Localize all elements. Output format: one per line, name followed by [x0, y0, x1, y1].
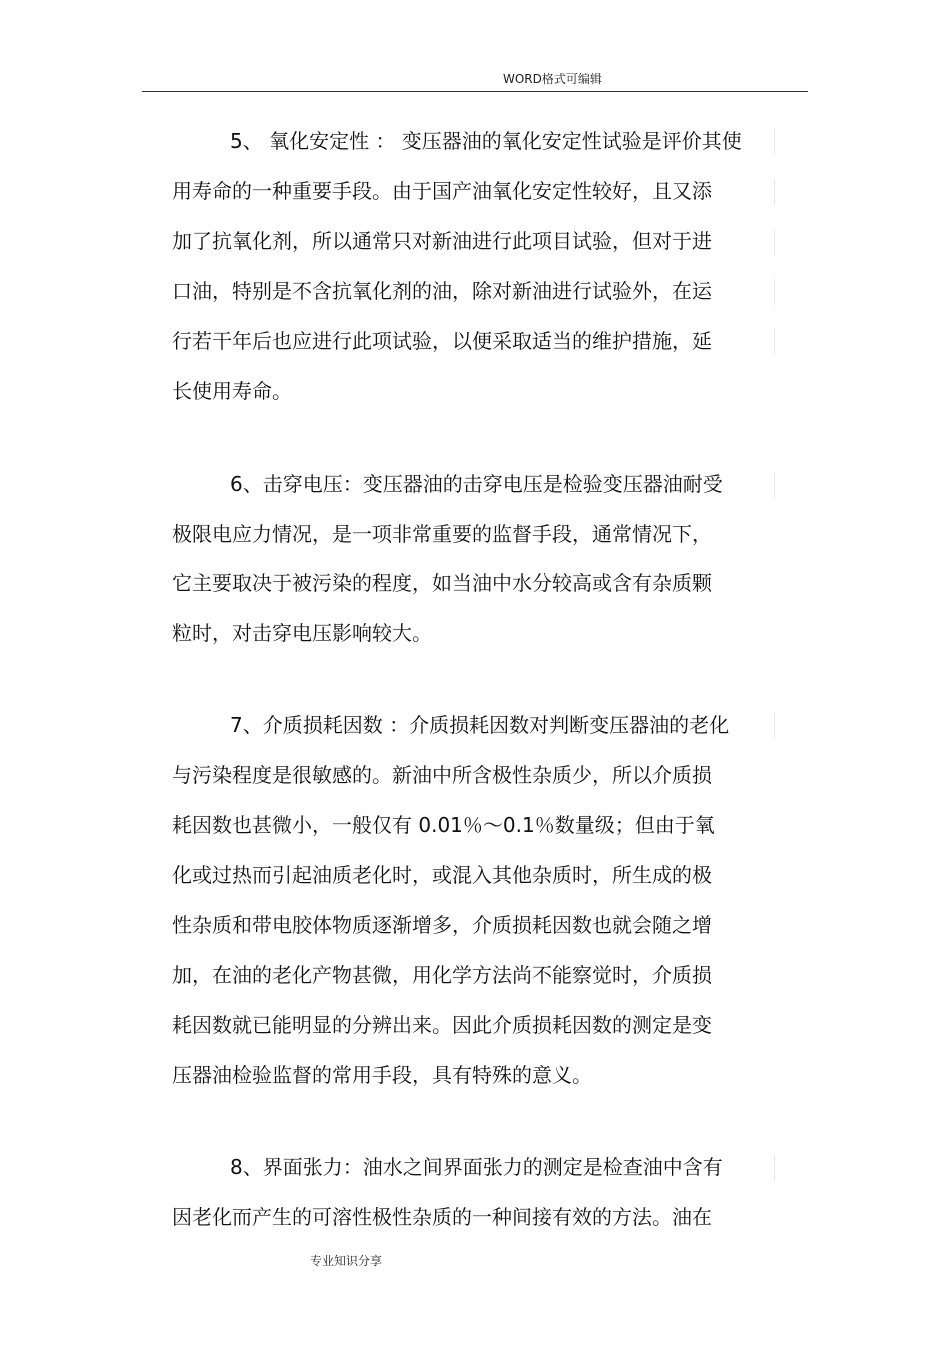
scan-mark: [774, 713, 775, 739]
text-line: 口油，特别是不含抗氧化剂的油，除对新油进行试验外，在运: [172, 279, 712, 303]
scan-mark: [774, 179, 775, 205]
text-line: 耗因数也甚微小，一般仅有 0.01％～0.1％数量级；但由于氧: [172, 813, 715, 837]
scan-mark: [774, 329, 775, 355]
text-line: 5、 氧化安定性 ： 变压器油的氧化安定性试验是评价其使: [230, 129, 742, 153]
scan-mark: [774, 229, 775, 255]
text-line: 行若干年后也应进行此项试验，以便采取适当的维护措施，延: [172, 329, 712, 353]
text-line: 8、界面张力：油水之间界面张力的测定是检查油中含有: [230, 1155, 723, 1179]
text-line: 6、击穿电压：变压器油的击穿电压是检验变压器油耐受: [230, 472, 723, 496]
text-line: 极限电应力情况，是一项非常重要的监督手段，通常情况下，: [172, 522, 712, 546]
header-title: WORD格式可编辑: [503, 72, 602, 86]
scan-mark: [774, 279, 775, 305]
text-line: 加了抗氧化剂，所以通常只对新油进行此项目试验，但对于进: [172, 229, 712, 253]
text-line: 与污染程度是很敏感的。新油中所含极性杂质少，所以介质损: [172, 763, 712, 787]
text-line: 化或过热而引起油质老化时，或混入其他杂质时，所生成的极: [172, 863, 712, 887]
text-line: 用寿命的一种重要手段。由于国产油氧化安定性较好，且又添: [172, 179, 712, 203]
text-line: 因老化而产生的可溶性极性杂质的一种间接有效的方法。油在: [172, 1205, 712, 1229]
header-divider: [142, 91, 808, 92]
text-line: 性杂质和带电胶体物质逐渐增多，介质损耗因数也就会随之增: [172, 913, 712, 937]
text-line: 粒时，对击穿电压影响较大。: [172, 621, 432, 645]
text-line: 它主要取决于被污染的程度，如当油中水分较高或含有杂质颗: [172, 571, 712, 595]
text-line: 耗因数就已能明显的分辨出来。因此介质损耗因数的测定是变: [172, 1013, 712, 1037]
scan-mark: [774, 472, 775, 498]
scan-mark: [774, 1155, 775, 1181]
text-line: 加，在油的老化产物甚微，用化学方法尚不能察觉时，介质损: [172, 963, 712, 987]
text-line: 长使用寿命。: [172, 379, 292, 403]
text-line: 压器油检验监督的常用手段，具有特殊的意义。: [172, 1063, 592, 1087]
text-line: 7、介质损耗因数 ：介质损耗因数对判断变压器油的老化: [230, 713, 730, 737]
scan-mark: [774, 129, 775, 155]
page-footer: 专业知识分享: [310, 1254, 383, 1268]
